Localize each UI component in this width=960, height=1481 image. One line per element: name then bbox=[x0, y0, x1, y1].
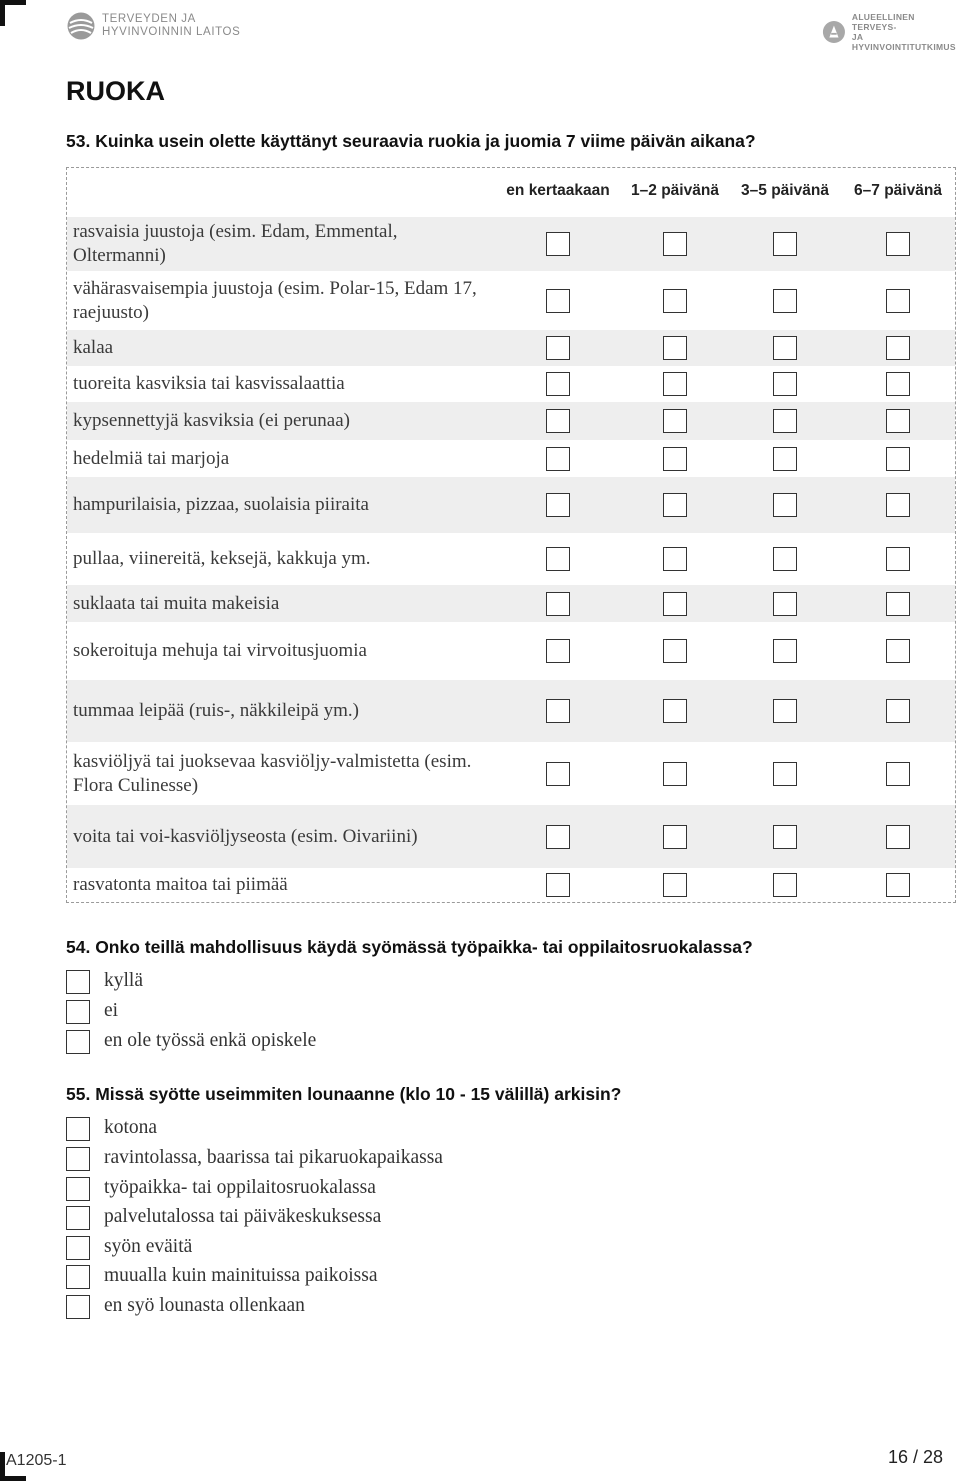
q55-option[interactable] bbox=[66, 1205, 382, 1231]
q54-option-checkbox[interactable] bbox=[66, 1000, 90, 1024]
question-55-title: 55. Missä syötte useimmiten lounaanne (klo 10 - 15 välillä) arkisin? bbox=[66, 1084, 622, 1104]
food-row-label: hampurilaisia, pizzaa, suolaisia piiraita bbox=[73, 494, 369, 515]
q55-option-checkbox[interactable] bbox=[66, 1265, 90, 1289]
checkbox-1-2[interactable] bbox=[663, 592, 687, 616]
question-54-title: 54. Onko teillä mahdollisuus käydä syömässä työpaikka- tai oppilaitosruokalassa? bbox=[66, 937, 753, 957]
checkbox-1-2[interactable] bbox=[663, 873, 687, 897]
checkbox-3-5[interactable] bbox=[773, 409, 797, 433]
q54-option-checkbox[interactable] bbox=[66, 1030, 90, 1054]
checkbox-1-2[interactable] bbox=[663, 493, 687, 517]
checkbox-3-5[interactable] bbox=[773, 873, 797, 897]
food-row-label: tummaa leipää (ruis-, näkkileipä ym.) bbox=[73, 700, 359, 721]
food-row-label: voita tai voi-kasviöljyseosta (esim. Oivariini) bbox=[73, 825, 418, 847]
checkbox-none[interactable] bbox=[546, 493, 570, 517]
checkbox-1-2[interactable] bbox=[663, 547, 687, 571]
checkbox-3-5[interactable] bbox=[773, 762, 797, 786]
food-row-label: sokeroituja mehuja tai virvoitusjuomia bbox=[73, 640, 367, 661]
checkbox-none[interactable] bbox=[546, 699, 570, 723]
checkbox-3-5[interactable] bbox=[773, 447, 797, 471]
checkbox-6-7[interactable] bbox=[886, 639, 910, 663]
q55-option-label: ravintolassa, baarissa tai pikaruokapaikassa bbox=[104, 1147, 443, 1168]
checkbox-3-5[interactable] bbox=[773, 699, 797, 723]
q55-option-checkbox[interactable] bbox=[66, 1147, 90, 1171]
food-row-label: tuoreita kasviksia tai kasvissalaattia bbox=[73, 373, 345, 394]
food-row bbox=[67, 366, 955, 402]
checkbox-1-2[interactable] bbox=[663, 639, 687, 663]
checkbox-none[interactable] bbox=[546, 639, 570, 663]
food-row-label: vähärasvaisempia juustoja (esim. Polar-15, Edam 17, raejuusto) bbox=[73, 277, 477, 323]
checkbox-3-5[interactable] bbox=[773, 372, 797, 396]
checkbox-3-5[interactable] bbox=[773, 336, 797, 360]
checkbox-6-7[interactable] bbox=[886, 592, 910, 616]
food-row bbox=[67, 680, 955, 742]
checkbox-3-5[interactable] bbox=[773, 493, 797, 517]
q55-option-checkbox[interactable] bbox=[66, 1177, 90, 1201]
checkbox-none[interactable] bbox=[546, 873, 570, 897]
q55-option-label: palvelutalossa tai päiväkeskuksessa bbox=[104, 1206, 382, 1227]
q55-option-checkbox[interactable] bbox=[66, 1295, 90, 1319]
checkbox-3-5[interactable] bbox=[773, 232, 797, 256]
q55-option[interactable] bbox=[66, 1176, 376, 1202]
checkbox-1-2[interactable] bbox=[663, 762, 687, 786]
checkbox-none[interactable] bbox=[546, 592, 570, 616]
food-row bbox=[67, 585, 955, 622]
checkbox-none[interactable] bbox=[546, 372, 570, 396]
column-header-3-5: 3–5 päivänä bbox=[741, 182, 829, 199]
q54-option[interactable] bbox=[66, 969, 143, 995]
q55-option-checkbox[interactable] bbox=[66, 1206, 90, 1230]
food-row-label: hedelmiä tai marjoja bbox=[73, 447, 230, 469]
food-row bbox=[67, 217, 955, 271]
q55-option-label: syön eväitä bbox=[104, 1236, 193, 1257]
q55-option-label: en syö lounasta ollenkaan bbox=[104, 1295, 305, 1316]
column-header-6-7: 6–7 päivänä bbox=[854, 182, 942, 199]
checkbox-6-7[interactable] bbox=[886, 493, 910, 517]
checkbox-none[interactable] bbox=[546, 232, 570, 256]
checkbox-none[interactable] bbox=[546, 447, 570, 471]
q54-option[interactable] bbox=[66, 999, 119, 1025]
food-row-label: kasviöljyä tai juoksevaa kasviöljy-valmistetta (esim. Flora Culinesse) bbox=[73, 750, 472, 796]
food-row-label: kalaa bbox=[73, 337, 114, 358]
checkbox-1-2[interactable] bbox=[663, 372, 687, 396]
food-row bbox=[67, 330, 955, 366]
thl-logo-line1: TERVEYDEN JA bbox=[102, 13, 196, 25]
column-header-1-2: 1–2 päivänä bbox=[631, 182, 719, 199]
food-row-label: rasvatonta maitoa tai piimää bbox=[73, 873, 288, 895]
ath-logo-line1: ALUEELLINEN TERVEYS- bbox=[851, 12, 915, 32]
food-row bbox=[67, 440, 955, 477]
checkbox-none[interactable] bbox=[546, 547, 570, 571]
q54-option-label: en ole työssä enkä opiskele bbox=[104, 1030, 317, 1051]
checkbox-1-2[interactable] bbox=[663, 699, 687, 723]
q55-option-checkbox[interactable] bbox=[66, 1236, 90, 1260]
page-number: 16 / 28 bbox=[888, 1447, 944, 1467]
corner-mark-bottom-left-v bbox=[0, 1452, 5, 1481]
checkbox-none[interactable] bbox=[546, 336, 570, 360]
q55-option[interactable] bbox=[66, 1146, 443, 1172]
q55-option[interactable] bbox=[66, 1116, 158, 1142]
thl-logo bbox=[66, 11, 240, 41]
checkbox-6-7[interactable] bbox=[886, 699, 910, 723]
checkbox-1-2[interactable] bbox=[663, 289, 687, 313]
q55-option[interactable] bbox=[66, 1235, 193, 1261]
checkbox-3-5[interactable] bbox=[773, 592, 797, 616]
q55-option-label: kotona bbox=[104, 1117, 158, 1138]
question-53-title: 53. Kuinka usein olette käyttänyt seuraavia ruokia ja juomia 7 viime päivän aikana? bbox=[66, 131, 756, 151]
q55-option[interactable] bbox=[66, 1264, 378, 1290]
checkbox-3-5[interactable] bbox=[773, 639, 797, 663]
ath-logo-line2: JA HYVINVOINTITUTKIMUS bbox=[851, 32, 956, 52]
food-row-label: pullaa, viinereitä, keksejä, kakkuja ym. bbox=[73, 548, 371, 569]
food-row bbox=[67, 805, 955, 868]
food-row-label: suklaata tai muita makeisia bbox=[73, 592, 280, 614]
checkbox-6-7[interactable] bbox=[886, 825, 910, 849]
checkbox-1-2[interactable] bbox=[663, 447, 687, 471]
food-row-label: kypsennettyjä kasviksia (ei perunaa) bbox=[73, 410, 350, 431]
food-row bbox=[67, 742, 955, 805]
checkbox-3-5[interactable] bbox=[773, 289, 797, 313]
q55-option-checkbox[interactable] bbox=[66, 1117, 90, 1141]
checkbox-6-7[interactable] bbox=[886, 372, 910, 396]
q55-option[interactable] bbox=[66, 1294, 305, 1320]
checkbox-6-7[interactable] bbox=[886, 289, 910, 313]
q55-option-label: muualla kuin mainituissa paikoissa bbox=[104, 1265, 378, 1286]
checkbox-3-5[interactable] bbox=[773, 825, 797, 849]
checkbox-6-7[interactable] bbox=[886, 336, 910, 360]
food-row bbox=[67, 271, 955, 330]
checkbox-none[interactable] bbox=[546, 409, 570, 433]
checkbox-1-2[interactable] bbox=[663, 825, 687, 849]
ath-logo bbox=[822, 12, 960, 52]
checkbox-none[interactable] bbox=[546, 289, 570, 313]
food-row bbox=[67, 402, 955, 440]
checkbox-1-2[interactable] bbox=[663, 232, 687, 256]
food-row bbox=[67, 868, 955, 901]
form-code: A1205-1 bbox=[6, 1452, 67, 1469]
q54-option-label: ei bbox=[104, 1000, 119, 1021]
q54-option-checkbox[interactable] bbox=[66, 970, 90, 994]
q55-option-label: työpaikka- tai oppilaitosruokalassa bbox=[104, 1177, 376, 1198]
corner-mark-top-left-v bbox=[0, 0, 5, 26]
checkbox-3-5[interactable] bbox=[773, 547, 797, 571]
food-row bbox=[67, 477, 955, 533]
checkbox-6-7[interactable] bbox=[886, 762, 910, 786]
thl-globe-icon bbox=[66, 11, 96, 41]
checkbox-1-2[interactable] bbox=[663, 336, 687, 360]
thl-logo-line2: HYVINVOINNIN LAITOS bbox=[102, 26, 241, 38]
food-row bbox=[67, 622, 955, 680]
checkbox-6-7[interactable] bbox=[886, 232, 910, 256]
checkbox-none[interactable] bbox=[546, 762, 570, 786]
q54-option-label: kyllä bbox=[104, 970, 143, 991]
section-title: RUOKA bbox=[66, 76, 165, 106]
ath-emblem-icon bbox=[822, 19, 846, 45]
checkbox-6-7[interactable] bbox=[886, 547, 910, 571]
food-row bbox=[67, 533, 955, 585]
checkbox-6-7[interactable] bbox=[886, 873, 910, 897]
checkbox-6-7[interactable] bbox=[886, 447, 910, 471]
food-row-label: rasvaisia juustoja (esim. Edam, Emmental, Oltermanni) bbox=[73, 221, 398, 266]
checkbox-1-2[interactable] bbox=[663, 409, 687, 433]
q54-option[interactable] bbox=[66, 1029, 317, 1055]
checkbox-6-7[interactable] bbox=[886, 409, 910, 433]
checkbox-none[interactable] bbox=[546, 825, 570, 849]
column-header-none: en kertaakaan bbox=[506, 182, 610, 199]
